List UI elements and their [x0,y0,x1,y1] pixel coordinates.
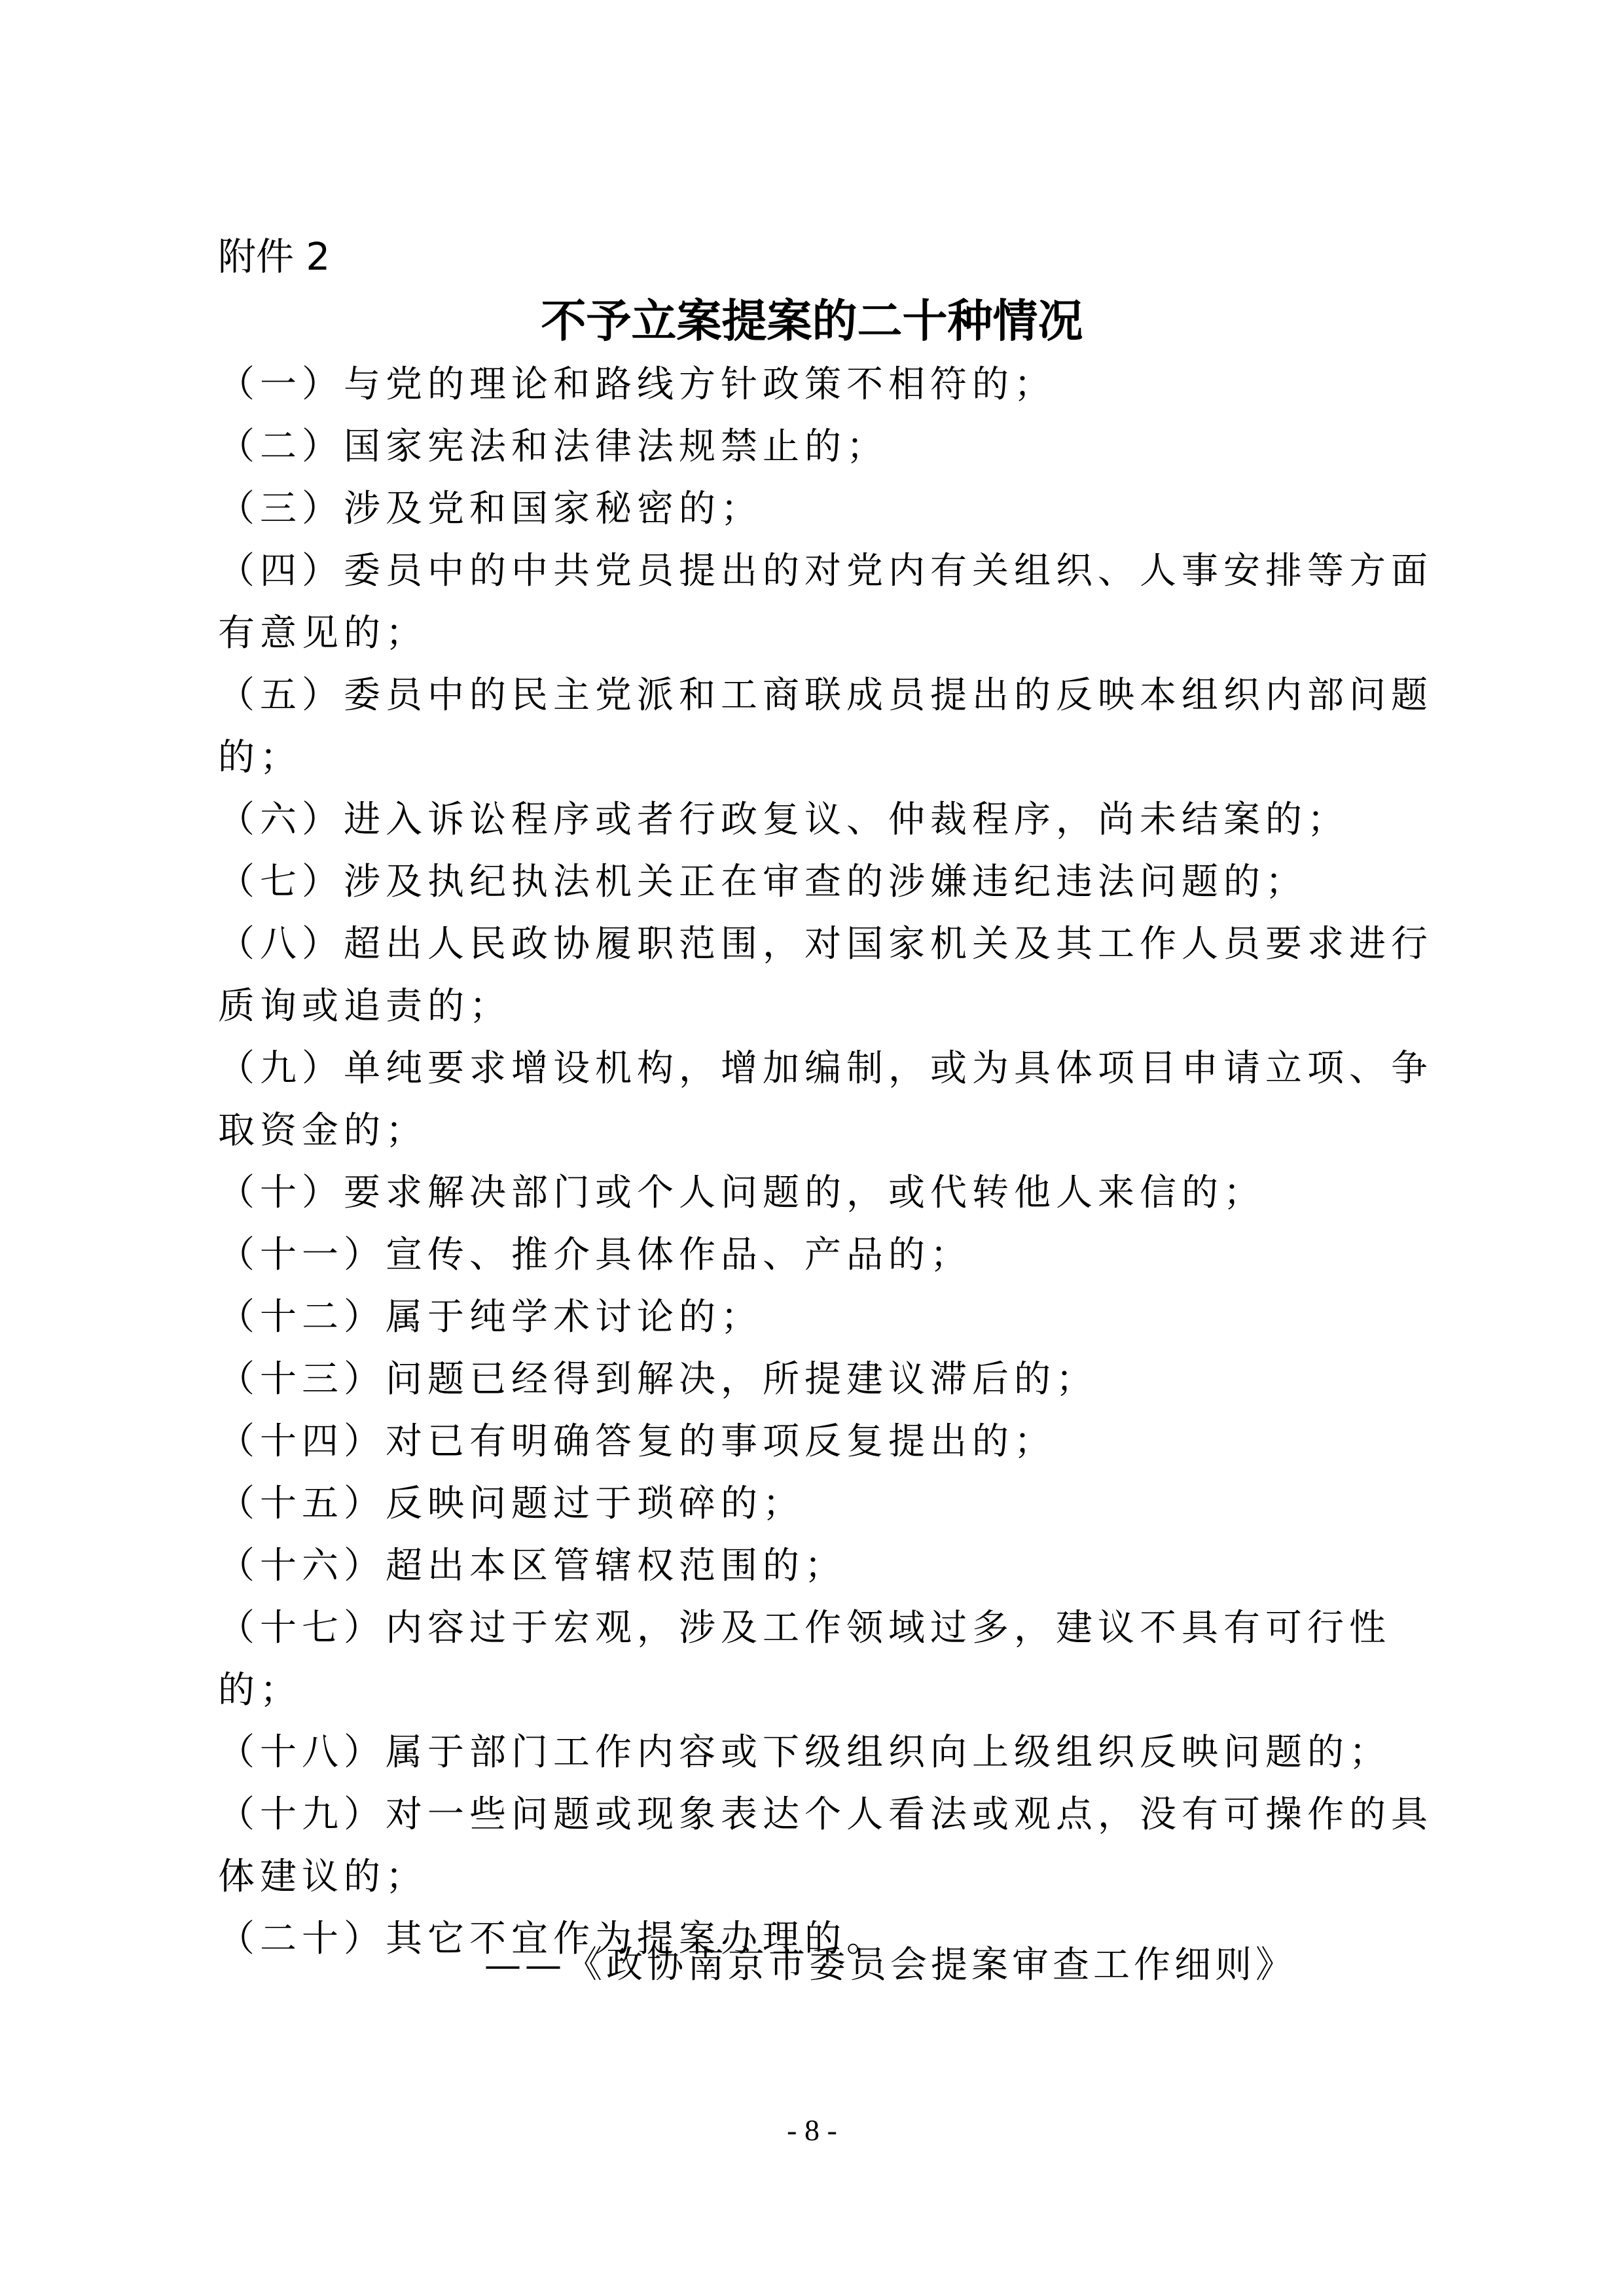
list-item: （十五）反映问题过于琐碎的； [218,1482,804,1525]
item-list [218,353,1449,1970]
list-item: （二）国家宪法和法律法规禁止的； [218,425,888,468]
list-item: （十二）属于纯学术讨论的； [218,1296,763,1338]
list-item: （十七）内容过于宏观，涉及工作领域过多，建议不具有可行性的； [218,1607,1391,1712]
list-item: （十一）宣传、推介具体作品、产品的； [218,1234,972,1276]
list-item: （十九）对一些问题或现象表达个人看法或观点，没有可操作的具体建议的； [218,1793,1433,1898]
attachment-label: 附件 2 [218,234,331,279]
list-item: （十八）属于部门工作内容或下级组织向上级组织反映问题的； [218,1731,1391,1774]
list-item: （十）要求解决部门或个人问题的，或代转他人来信的； [218,1172,1265,1214]
list-item: （八）超出人民政协履职范围，对国家机关及其工作人员要求进行质询或追责的； [218,923,1433,1028]
list-item: （二十）其它不宜作为提案办理的。 [218,1918,888,1960]
source-citation: ——《政协南京市委员会提案审查工作细则》 [484,1944,1296,1986]
list-item: （五）委员中的民主党派和工商联成员提出的反映本组织内部问题的； [218,674,1433,779]
list-item: （六）进入诉讼程序或者行政复议、仲裁程序，尚未结案的； [218,798,1349,841]
document-title: 不予立案提案的二十种情况 [541,295,1083,348]
list-item: （十三）问题已经得到解决，所提建议滞后的； [218,1358,1098,1401]
list-item: （四）委员中的中共党员提出的对党内有关组织、人事安排等方面有意见的； [218,550,1433,655]
list-item: （九）单纯要求增设机构，增加编制，或为具体项目申请立项、争取资金的； [218,1047,1433,1152]
list-item: （一）与党的理论和路线方针政策不相符的； [218,363,1056,406]
list-item: （十四）对已有明确答复的事项反复提出的； [218,1420,1056,1463]
list-item: （七）涉及执纪执法机关正在审查的涉嫌违纪违法问题的； [218,861,1307,903]
list-item: （三）涉及党和国家秘密的； [218,488,763,530]
list-item: （十六）超出本区管辖权范围的； [218,1545,846,1587]
page-number: - 8 - [787,2113,837,2147]
